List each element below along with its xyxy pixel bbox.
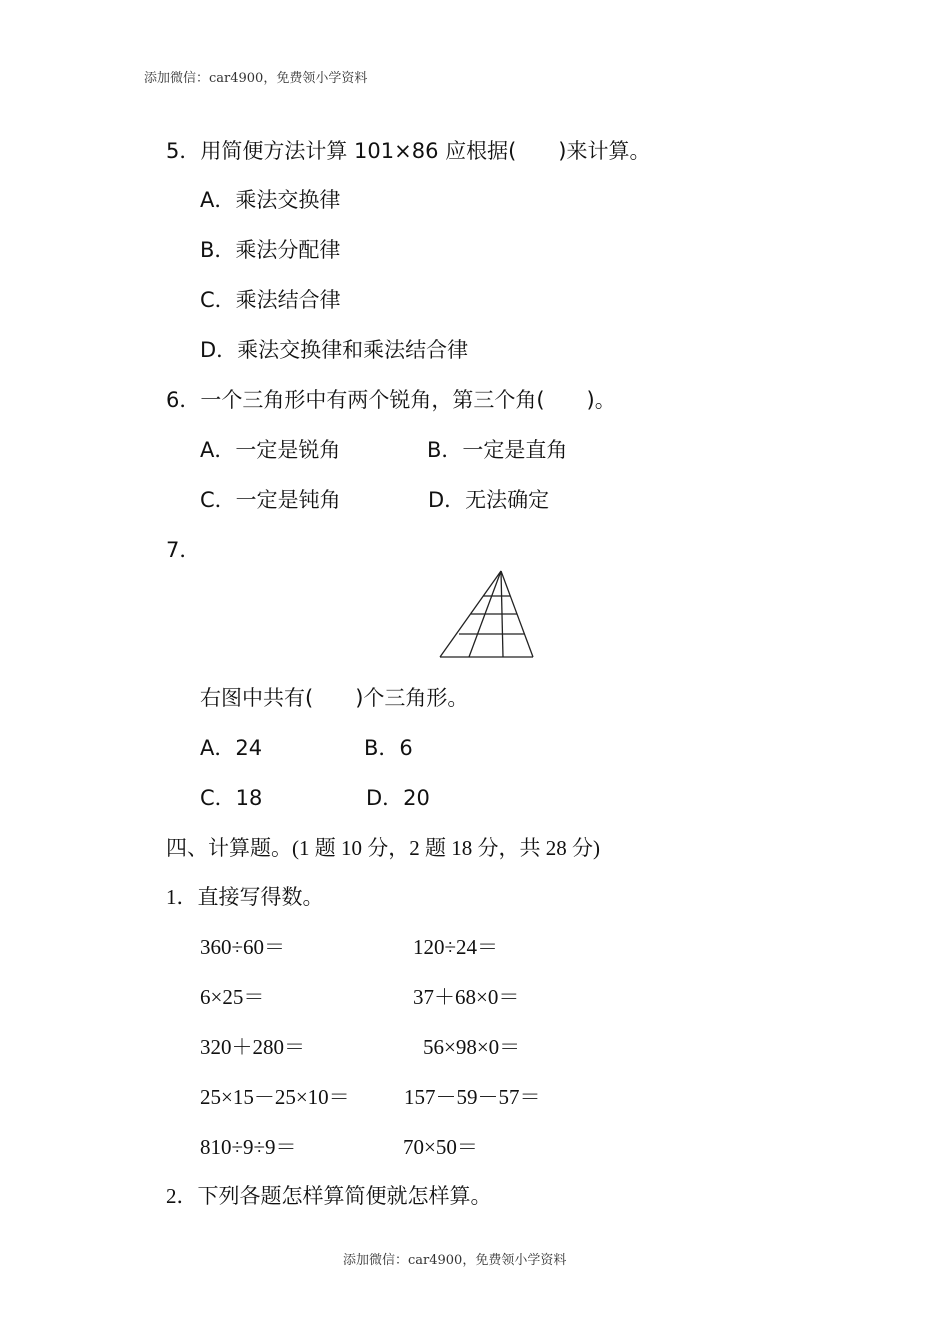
calc-item: 70×50＝	[403, 1135, 478, 1159]
calc-item: 56×98×0＝	[423, 1035, 521, 1059]
calc-item: 120÷24＝	[413, 935, 499, 959]
triangle-grid-figure	[436, 568, 538, 662]
question-5-option-d: D．乘法交换律和乘法结合律	[200, 338, 469, 362]
question-7-number: 7．	[166, 538, 201, 562]
question-7-stem: 右图中共有( )个三角形。	[200, 686, 469, 710]
section-4-title: 四、计算题。(1 题 10 分，2 题 18 分，共 28 分)	[166, 836, 600, 860]
question-6-option-a: A．一定是锐角	[200, 438, 341, 462]
question-5-stem: 5．用简便方法计算 101×86 应根据( )来计算。	[166, 139, 651, 163]
section-4-sub1: 1．直接写得数。	[166, 885, 324, 909]
calc-item: 37＋68×0＝	[413, 985, 520, 1009]
watermark-bottom: 添加微信：car4900，免费领小学资料	[343, 1253, 567, 1268]
question-7-option-b: B．6	[364, 736, 413, 760]
question-5-option-a: A．乘法交换律	[200, 188, 341, 212]
question-5-option-c: C．乘法结合律	[200, 288, 341, 312]
calc-item: 360÷60＝	[200, 935, 286, 959]
question-7-option-d: D．20	[366, 786, 430, 810]
question-6-option-b: B．一定是直角	[427, 438, 568, 462]
question-6-option-c: C．一定是钝角	[200, 488, 341, 512]
calc-item: 157－59－57＝	[404, 1085, 541, 1109]
calc-item: 810÷9÷9＝	[200, 1135, 297, 1159]
question-6-stem: 6．一个三角形中有两个锐角，第三个角( )。	[166, 388, 616, 412]
question-6-option-d: D．无法确定	[428, 488, 550, 512]
question-7-option-c: C．18	[200, 786, 263, 810]
section-4-sub2: 2．下列各题怎样算简便就怎样算。	[166, 1184, 492, 1208]
calc-item: 6×25＝	[200, 985, 265, 1009]
question-5-option-b: B．乘法分配律	[200, 238, 341, 262]
question-7-option-a: A．24	[200, 736, 263, 760]
calc-item: 320＋280＝	[200, 1035, 305, 1059]
watermark-top: 添加微信：car4900，免费领小学资料	[144, 71, 368, 86]
calc-item: 25×15－25×10＝	[200, 1085, 350, 1109]
